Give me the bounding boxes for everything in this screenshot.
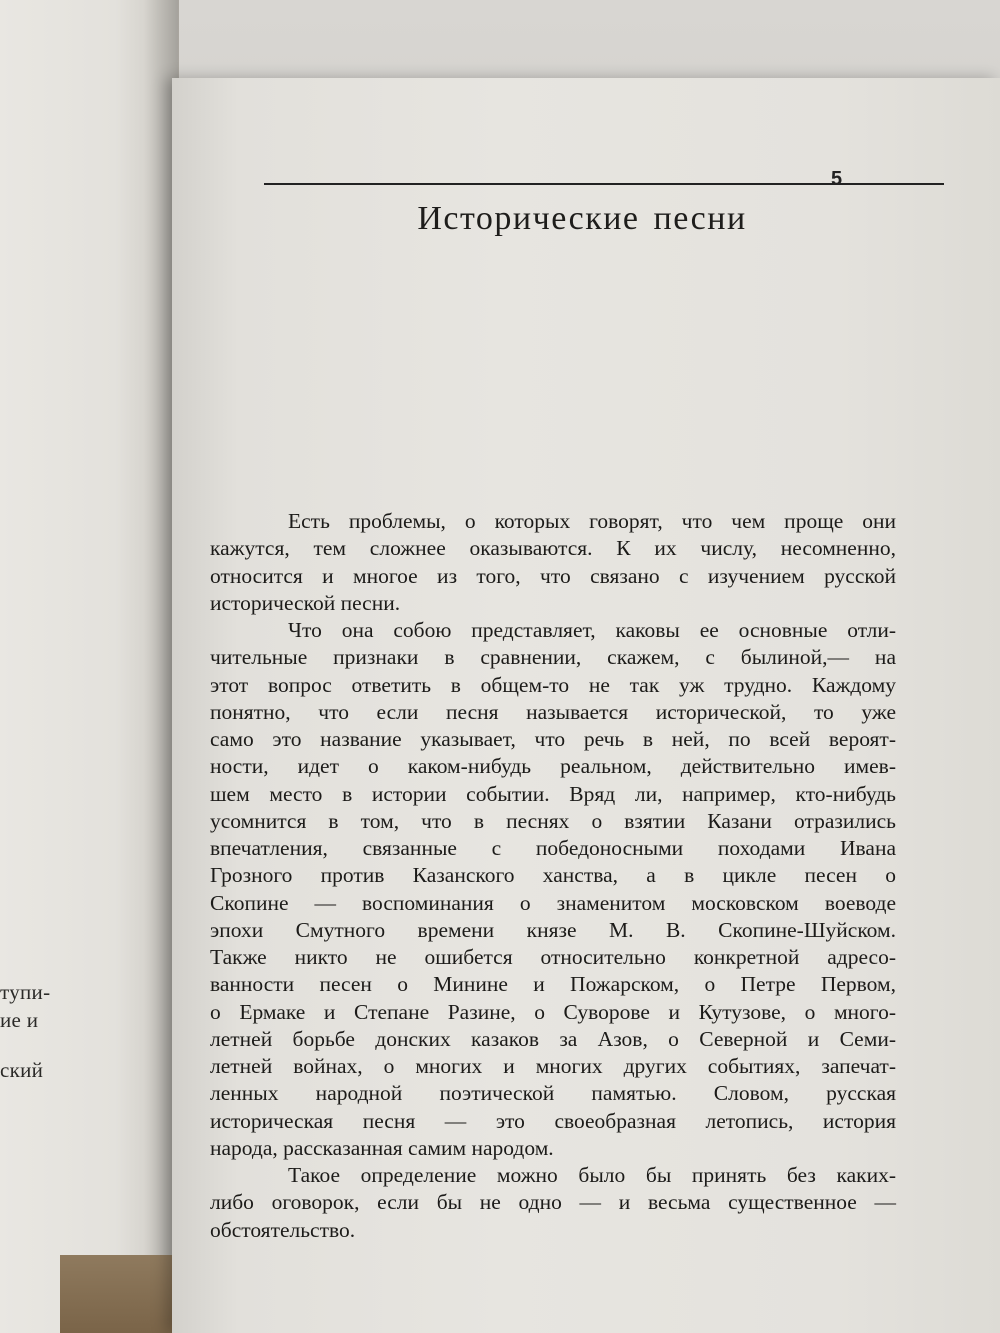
page-number: 5 [831,168,843,190]
text-line: эпохи Смутного времени князе М. В. Скопине-Шуйском. [210,917,896,942]
text-line: обстоятельство. [210,1217,356,1242]
text-line: впечатления, связанные с победоносными походами Ивана [210,836,896,860]
text-line: чительные признаки в сравнении, скажем, с былиной,— на [210,645,896,670]
text-line: само это название указывает, что речь в ней, по всей вероят- [210,727,896,751]
text-line: Что она собою представляет, каковы ее основные отли- [288,618,896,642]
text-line: Скопине — воспоминания о знаменитом московском воеводе [210,890,896,915]
left-page [0,0,179,1333]
text-line: ленных народной поэтической памятью. Словом, русская [210,1081,896,1106]
text-line: исторической песни. [210,590,401,615]
body-text [210,508,896,1244]
text-line: о Ермаке и Степане Разине, о Суворове и Кутузове, о много- [210,999,896,1024]
book-page [172,78,1000,1333]
text-line: ности, идет о каком-нибудь реальном, действительно имев- [210,754,896,779]
text-line: кажутся, тем сложнее оказываются. К их числу, несомненно, [210,536,896,561]
text-line: понятно, что если песня называется исторической, то уже [210,699,896,724]
left-page-fragment: ие и [0,1008,39,1032]
text-line: шем место в истории событии. Вряд ли, например, кто-нибудь [210,781,896,806]
left-page-fragment: ский [0,1058,44,1082]
text-line: Есть проблемы, о которых говорят, что чем проще они [288,509,896,533]
text-line: либо оговорок, если бы не одно — и весьма существенное — [210,1190,896,1215]
text-line: этот вопрос ответить в общем-то не так уж трудно. Каждому [210,672,896,697]
text-line: Такое определение можно было бы принять без каких- [288,1163,896,1187]
text-line: Также никто не ошибется относительно конкретной адресо- [210,945,896,969]
text-line: летней борьбе донских казаков за Азов, о Северной и Семи- [210,1026,896,1051]
chapter-title: Исторические песни [417,200,747,237]
text-line: народа, рассказанная самим народом. [210,1135,554,1160]
text-line: относится и многое из того, что связано с изучением русской [210,563,896,588]
book-cover-edge [60,1255,180,1333]
text-line: ванности песен о Минине и Пожарском, о Петре Первом, [210,972,896,997]
text-line: летней войнах, о многих и многих других событиях, запечат- [210,1054,896,1078]
text-line: историческая песня — это своеобразная летопись, история [210,1108,896,1133]
left-page-fragment: тупи- [0,980,51,1004]
text-line: усомнится в том, что в песнях о взятии Казани отразились [210,808,896,833]
text-line: Грозного против Казанского ханства, а в цикле песен о [210,863,896,888]
